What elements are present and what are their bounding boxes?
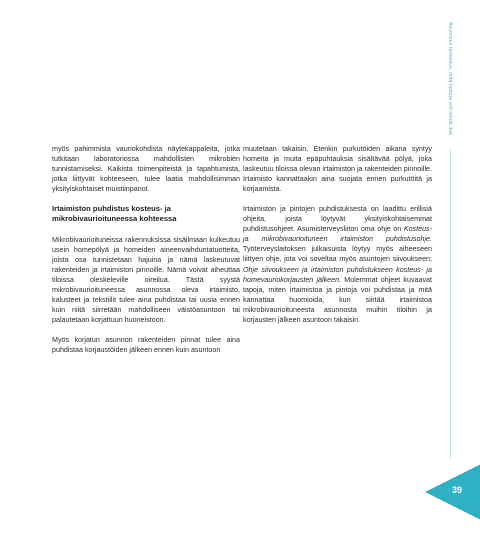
- right-column: [243, 144, 432, 335]
- paragraph: myös pahimmista vauriokohdista näytekappaleita, jotka tutkitaan laboratoriossa mahdollisten mikrobien tunnistamiseksi. Kaikista toimenpiteistä ja tapahtumista, jotka liittyvät kohteeseen, tulee laatia mahdollisimman yksityiskohtaiset muistiinpanot.: [52, 145, 240, 194]
- paragraph: [243, 204, 432, 325]
- text-run: Irtaimiston ja pintojen puhdistuksesta on laadittu erillisiä ohjeita, joista löytyvät yksityiskohtaisemmat puhdistusohjeet. Asumisterveysliiton oma ohje on: [243, 205, 432, 234]
- paragraph: muutetaan takaisin. Etenkin purkutöiden aikana syntyy homeita ja muita epäpuhtauksia sisältävää pölyä, joka laskeutuu tiloissa olevan irtaimiston ja rakenteiden pinnoille. Irtaimisto kannattaakin aina suojata ennen purkutöitä ja korjaamista.: [243, 145, 432, 194]
- paragraph: Mikrobivaurioituneissa rakennuksissa sisäilmaan kulkeutuu usein homepölyä ja homeiden aineenvaihduntatuotteita, joista osa tunnistetaan hajuina ja nämä laskeutuvat rakenteiden ja irtaimiston pinnoille. Nämä voivat aiheuttaa tiloissa oleskeleville oireilua. Tästä syystä mikrobivaurioituneessa asunnossa oleva irtaimisto, kalusteet ja tekstiilit tulee aina puhdistaa tai uusia ennen kuin niitä siirretään mahdolliseen väistöasuntoon tai palautetaan korjattuun huoneistoon.: [52, 235, 240, 325]
- left-column: [52, 144, 240, 365]
- guide-title: Ohje siivoukseen ja irtaimiston puhdistukseen kosteus- ja homevauriokorjausten jälkeen.: [243, 265, 432, 284]
- guide-title: Kosteus- ja mikrobivaurioituneen irtaimiston puhdistusohje.: [243, 225, 432, 244]
- running-header: Asumisen tarkastus, mitä hoitoja voit tehdä itse: [447, 22, 453, 135]
- margin-rule: [450, 150, 451, 458]
- section-heading: Irtaimiston puhdistus kosteus- ja mikrobivaurioituneessa kohteessa: [52, 204, 177, 224]
- page-number: 39: [452, 485, 463, 495]
- text-run: Työterveyslaitoksen julkaisuista löytyy myös aiheeseen liittyen ohje, jota voi soveltaa myös asuntojen siivoukseen;: [243, 245, 432, 264]
- text-run: Molemmat ohjeet kuvaavat tapoja, miten irtaimistoa ja pintoja voi puhdistaa ja mitä kannattaa huomioida, kun siirtää irtaimistoa mikrobivaurioituneesta asunnosta muihin tiloihin ja korjausten jälkeen asuntoon takaisin.: [243, 275, 432, 324]
- paragraph: Myös korjatun asunnon rakenteiden pinnat tulee aina puhdistaa korjaustöiden jälkeen ennen kuin asuntoon: [52, 336, 240, 355]
